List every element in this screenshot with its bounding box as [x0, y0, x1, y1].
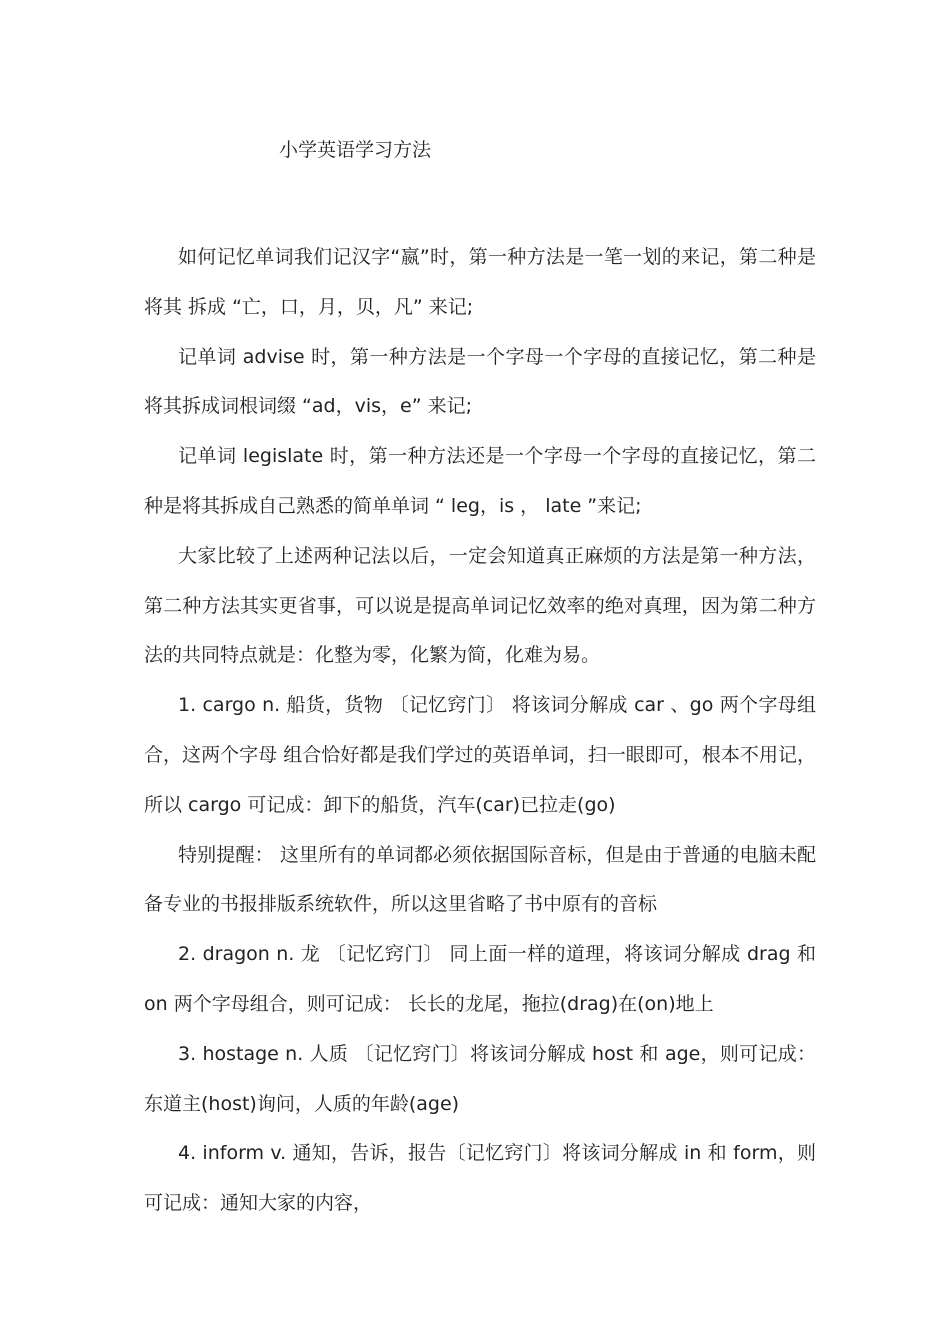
paragraph-legislate: 记单词 legislate 时，第一种方法还是一个字母一个字母的直接记忆，第二种是将其拆成自己熟悉的简单单词 “ leg，is ， late ”来记; [144, 445, 816, 517]
document-title: 小学英语学习方法 [279, 139, 432, 161]
paragraph-hostage: 3. hostage n. 人质 〔记忆窍门〕将该词分解成 host 和 age，则可记成：东道主(host)询问，人质的年龄(age) [144, 1042, 816, 1115]
paragraph-cargo: 1. cargo n. 船货，货物 〔记忆窍门〕 将该词分解成 car 、go 两个字母组合，这两个字母 组合恰好都是我们学过的英语单词，扫一眼即可，根本不用记，所以 cargo 可记成：卸下的船货，汽车(car)已拉走(go) [144, 694, 816, 816]
paragraph-advise: 记单词 advise 时，第一种方法是一个字母一个字母的直接记忆，第二种是将其拆成词根词缀 “ad，vis，e” 来记; [144, 345, 816, 418]
document-body [144, 233, 816, 1229]
paragraph-special-reminder: 特别提醒： 这里所有的单词都必须依据国际音标，但是由于普通的电脑未配备专业的书报排版系统软件，所以这里省略了书中原有的音标 [144, 843, 816, 916]
paragraph-dragon: 2. dragon n. 龙 〔记忆窍门〕 同上面一样的道理，将该词分解成 drag 和 on 两个字母组合，则可记成： 长长的龙尾，拖拉(drag)在(on)地上 [144, 943, 816, 1015]
paragraph-memorize-words: 如何记忆单词我们记汉字“嬴”时，第一种方法是一笔一划的来记，第二种是将其 拆成 “亡，口，月，贝，凡” 来记; [144, 246, 816, 318]
paragraph-comparison: 大家比较了上述两种记法以后，一定会知道真正麻烦的方法是第一种方法，第二种方法其实更省事，可以说是提高单词记忆效率的绝对真理，因为第二种方法的共同特点就是：化整为零，化繁为简，化难为易。 [144, 544, 816, 667]
paragraph-inform: 4. inform v. 通知，告诉，报告〔记忆窍门〕将该词分解成 in 和 form，则可记成：通知大家的内容， [144, 1142, 816, 1215]
